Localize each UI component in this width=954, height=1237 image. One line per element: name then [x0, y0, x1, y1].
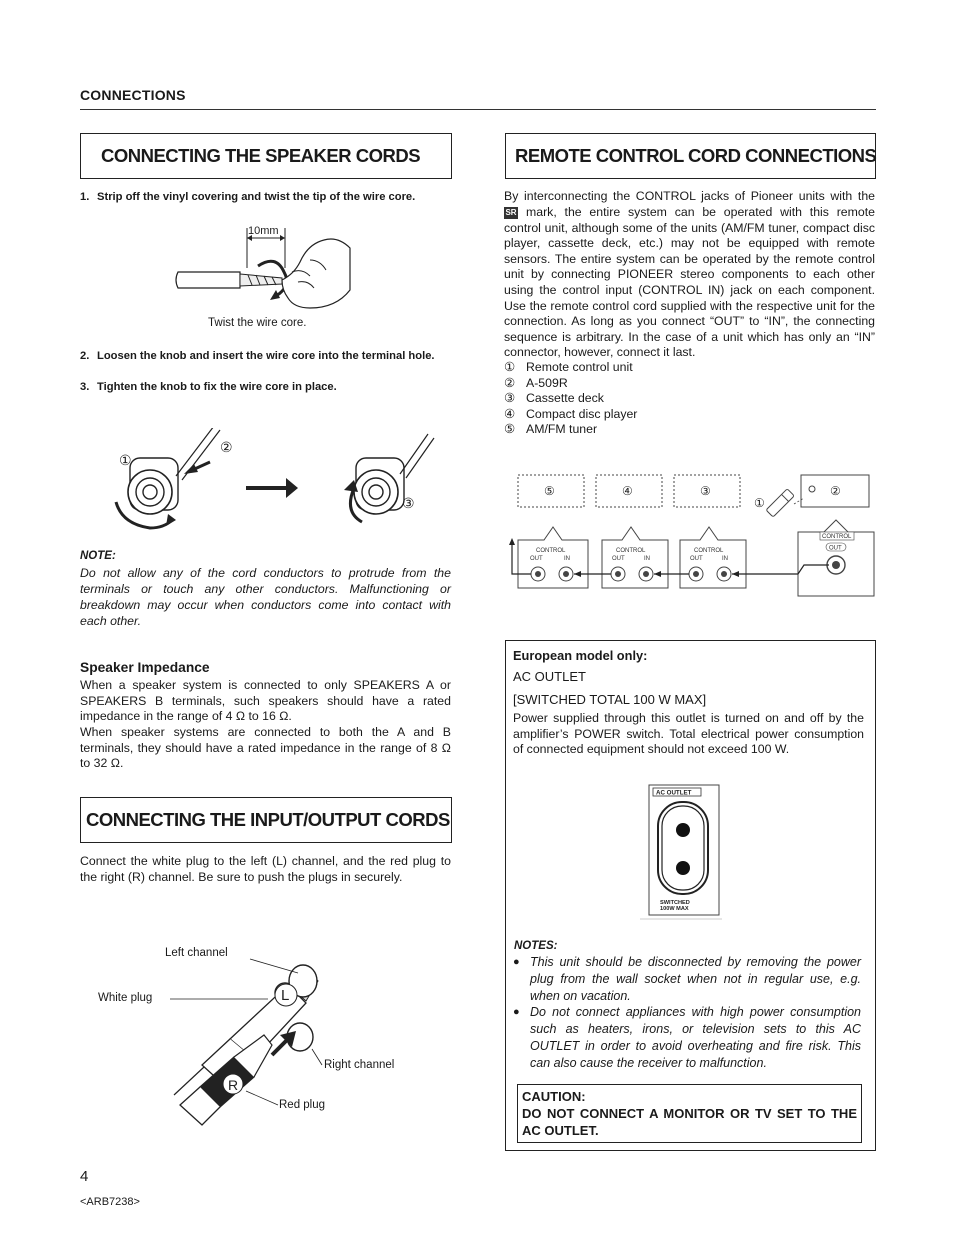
item-marker: ⑤	[504, 422, 516, 437]
diagram-marker-3: ③	[700, 484, 711, 498]
note-title: NOTE:	[80, 550, 116, 562]
diagram-marker-5: ⑤	[544, 484, 555, 498]
caution-title: CAUTION:	[522, 1089, 586, 1104]
remote-item-list	[504, 360, 875, 438]
leader-right-channel	[312, 1049, 322, 1065]
panel-label-out: OUT	[690, 556, 703, 562]
note-item	[513, 1004, 861, 1071]
notes-title: NOTES:	[514, 940, 558, 952]
diagram-marker-2: ②	[830, 484, 841, 498]
cable-arrow	[509, 538, 515, 545]
socket-pin-top	[676, 823, 690, 837]
speaker-title-box	[80, 133, 452, 179]
item-marker: ①	[504, 360, 516, 374]
speaker-step-1	[80, 190, 452, 206]
note-text: Do not connect appliances with high power consumption such as heaters, irons, or television sets to this AC OUTLET in order to avoid overheating and fire risk. This can also cause the receiver to malfunction.	[530, 1005, 861, 1070]
item-label: Compact disc player	[526, 406, 638, 421]
terminal-illustration	[110, 428, 440, 538]
push-arrow	[272, 1039, 288, 1055]
step-number: 2.	[80, 350, 90, 362]
io-text: Connect the white plug to the left (L) channel, and the red plug to the right (R) channel. Be sure to push the plugs in securely.	[80, 854, 451, 884]
item-marker: ③	[504, 391, 516, 406]
document-code: <ARB7238>	[80, 1196, 140, 1208]
panel-amplifier	[798, 520, 874, 596]
twist-arrowhead	[270, 290, 280, 300]
step-text: Strip off the vinyl covering and twist the tip of the wire core.	[97, 191, 416, 203]
panel-label-control: CONTROL	[694, 548, 724, 554]
remote-title: REMOTE CONTROL CORD CONNECTIONS	[515, 145, 877, 166]
list-item	[504, 360, 875, 376]
item-label: AM/FM tuner	[526, 422, 598, 437]
socket-inner	[662, 806, 704, 890]
sr-mark-icon: SR	[505, 208, 517, 217]
terminal-right	[344, 434, 434, 522]
outlet-bottom-label-2: 100W MAX	[660, 906, 689, 912]
item-label: A-509R	[526, 375, 568, 390]
speaker-step-3	[80, 380, 452, 396]
r-mark: R	[228, 1077, 239, 1093]
impedance-title: Speaker Impedance	[80, 660, 210, 675]
callout-3: ③	[402, 495, 415, 511]
note-text: Do not allow any of the cord conductors to protrude from the terminals or touch any other conductors. Malfunctioning or breakdown may occur when conductors come into contact with each other.	[80, 566, 451, 628]
item-marker: ②	[504, 375, 516, 390]
twist-wire-illustration	[170, 220, 360, 312]
step-text: Loosen the knob and insert the wire core into the terminal hole.	[97, 350, 435, 362]
step-text: Tighten the knob to fix the wire core in place.	[97, 381, 337, 393]
european-outlet: AC OUTLET	[513, 669, 586, 684]
callout-2: ②	[220, 439, 233, 455]
section-header: CONNECTIONS	[80, 87, 186, 103]
panel-label-in: IN	[644, 556, 650, 562]
european-text: Power supplied through this outlet is turned on and off by the amplifier’s POWER switch. Total electrical power consumption of connected equipment should not exceed 100 W.	[513, 711, 864, 757]
red-plug-label: Red plug	[279, 1099, 326, 1111]
socket-pin-bottom	[676, 861, 690, 875]
bullet-icon: ●	[513, 956, 520, 968]
fingers	[282, 239, 350, 308]
caution-box	[517, 1084, 862, 1143]
twist-caption: Twist the wire core.	[208, 317, 307, 329]
remote-intro-body: mark, the entire system can be operated with this remote control unit, although some of the units (AM/FM tuner, compact disc player, cassette deck, etc.) may not be equipped with remote sensors. The entire system can be operated by the remote control unit by connecting PIONEER stereo components to each other using the control input (CONTROL IN) jack on each component. Use the remote control cord supplied with the respective unit for the connection. As long as you connect “OUT” to “IN”, the connecting sequence is arbitrary. In the case of a unit which has only an “IN” connector, however, connect it last.	[504, 205, 875, 360]
panel-cd	[602, 527, 668, 588]
speaker-step-2	[80, 349, 452, 365]
bullet-icon: ●	[513, 1006, 520, 1019]
diagram-marker-1: ①	[754, 496, 765, 510]
white-plug-label: White plug	[98, 992, 153, 1004]
header-rule	[80, 109, 876, 110]
notes-list	[513, 954, 861, 1072]
panel-label-out: OUT	[530, 556, 543, 562]
remote-intro-line1: By interconnecting the CONTROL jacks of Pioneer units with the	[504, 189, 875, 203]
panel-label-in: IN	[722, 556, 728, 562]
leader-red-plug	[246, 1091, 278, 1105]
ir-beam	[794, 498, 804, 504]
ac-outlet-illustration	[640, 782, 730, 922]
list-item	[504, 422, 875, 438]
terminal-left	[116, 458, 178, 528]
dim-label: 10mm	[248, 225, 279, 237]
item-marker: ④	[504, 406, 516, 421]
note-text: This unit should be disconnected by removing the power plug from the wall socket when not in regular use, e.g. when on vacation.	[530, 955, 861, 1003]
step-number: 3.	[80, 381, 90, 393]
caution-text: DO NOT CONNECT A MONITOR OR TV SET TO THE AC OUTLET.	[522, 1106, 857, 1138]
insert-arrowhead	[184, 464, 198, 474]
callout-1: ①	[119, 452, 132, 468]
speaker-title: CONNECTING THE SPEAKER CORDS	[101, 145, 421, 166]
panel-tuner	[518, 527, 588, 588]
impedance-para-2: When speaker systems are connected to both the A and B terminals, they should have a rated impedance in the range of 8 Ω to 32 Ω.	[80, 725, 451, 771]
io-title-box	[80, 797, 452, 843]
list-item	[504, 407, 875, 423]
european-title: European model only:	[513, 648, 648, 663]
panel-label-control: CONTROL	[822, 534, 852, 540]
panel-cassette	[680, 527, 746, 588]
panel-label-control: CONTROL	[536, 548, 566, 554]
panel-label-in: IN	[564, 556, 570, 562]
outlet-bottom-label-1: SWITCHED	[660, 900, 690, 906]
remote-connection-diagram	[508, 470, 878, 602]
item-label: Cassette deck	[526, 391, 604, 406]
european-switched: [SWITCHED TOTAL 100 W MAX]	[513, 692, 707, 707]
remote-sensor	[809, 486, 815, 492]
step-arrowhead	[286, 478, 298, 498]
right-channel-label: Right channel	[324, 1059, 395, 1071]
impedance-para-1: When a speaker system is connected to only SPEAKERS A or SPEAKERS B terminals, such speakers should have a rated impedance in the range of 4 Ω to 16 Ω.	[80, 678, 451, 724]
list-item	[504, 376, 875, 392]
panel-label-control: CONTROL	[616, 548, 646, 554]
panel-label-out: OUT	[612, 556, 625, 562]
note-item	[513, 954, 861, 1004]
io-title: CONNECTING THE INPUT/OUTPUT CORDS	[86, 809, 450, 830]
step-number: 1.	[80, 191, 90, 203]
panel-label-out: OUT	[829, 545, 842, 552]
left-channel-label: Left channel	[165, 947, 228, 959]
list-item	[504, 391, 875, 407]
remote-control-drawing	[766, 489, 794, 517]
diagram-marker-4: ④	[622, 484, 633, 498]
outlet-top-label: AC OUTLET	[656, 789, 692, 797]
l-mark: L	[281, 987, 290, 1004]
remote-title-box	[505, 133, 876, 179]
leader-left-channel	[250, 959, 298, 973]
item-label: Remote control unit	[526, 360, 633, 374]
wire-insulation	[176, 272, 240, 288]
page-number: 4	[80, 1168, 89, 1185]
